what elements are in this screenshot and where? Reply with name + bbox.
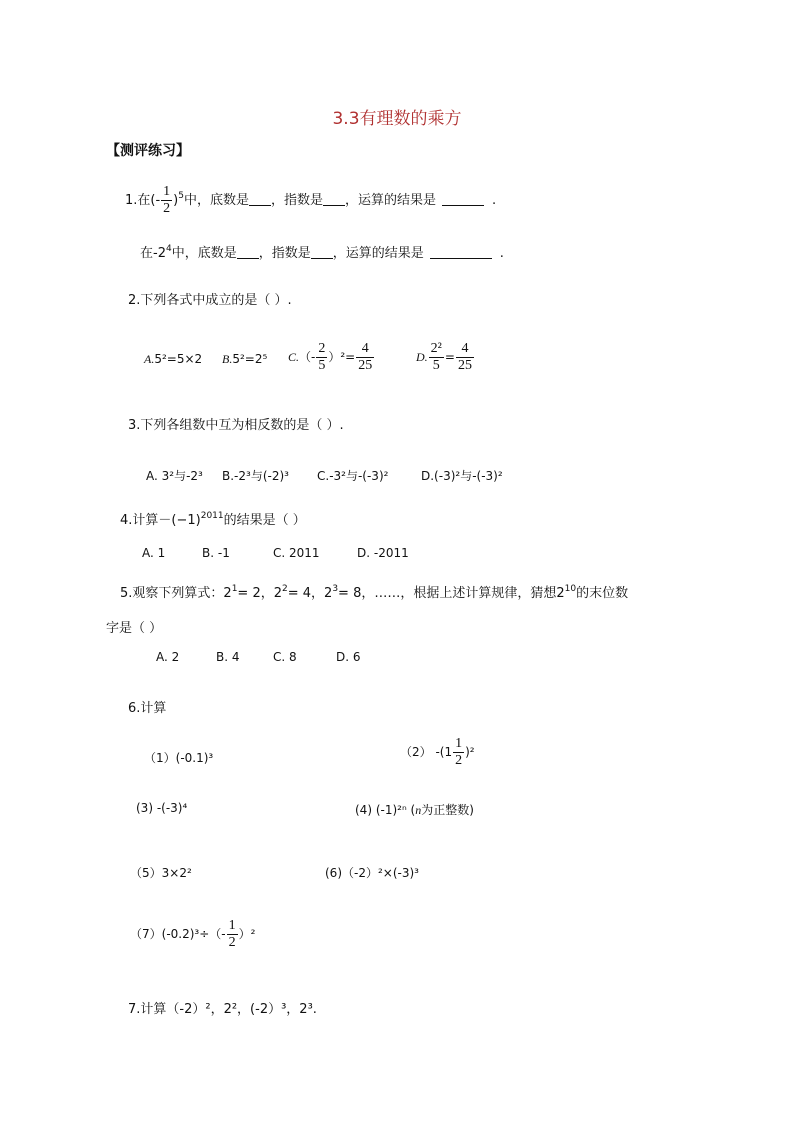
fraction-denominator: 2 <box>163 201 171 216</box>
fraction <box>429 341 444 374</box>
question-6-part-4 <box>355 801 474 818</box>
question-2-option-a <box>144 352 202 367</box>
text-fragment: ，运算的结果是 <box>332 246 424 261</box>
option-label: B. <box>222 352 233 366</box>
fraction-denominator: 5 <box>318 358 326 373</box>
fraction <box>456 341 474 374</box>
fraction-denominator: 2 <box>455 753 463 768</box>
question-3-option-d: D.(-3)²与-(-3)² <box>421 469 503 483</box>
text-fragment: （2） -(1 <box>400 745 453 759</box>
question-5-option: D. 6 <box>336 650 361 664</box>
question-2-stem: 2.下列各式中成立的是（ ）. <box>128 293 292 308</box>
text-fragment: (4) (-1)²ⁿ ( <box>355 803 416 817</box>
text-fragment: 中，底数是 <box>171 246 237 261</box>
fraction-numerator: 1 <box>228 918 236 933</box>
text-fragment: ）² <box>238 927 256 941</box>
text-fragment: (−1) <box>171 513 201 528</box>
text-fragment: = 4， <box>287 586 325 601</box>
option-label: D. <box>416 350 428 364</box>
question-5-option: C. 8 <box>273 650 297 664</box>
answer-blank <box>237 258 259 259</box>
question-6-stem: 6.计算 <box>128 701 167 716</box>
option-label: C. <box>288 350 300 364</box>
text-fragment: ) <box>173 193 179 208</box>
option-text: 5²=2⁵ <box>232 352 268 366</box>
section-heading: 【测评练习】 <box>106 143 190 159</box>
text-fragment: = <box>444 350 455 364</box>
fraction-denominator: 5 <box>432 358 440 373</box>
fraction-numerator: 2 <box>318 341 326 356</box>
option-label: A. <box>144 352 155 366</box>
text-fragment: 4.计算－ <box>120 513 172 528</box>
exponent: 4 <box>165 244 172 254</box>
text-fragment: 在(- <box>137 193 161 208</box>
question-7-stem: 7.计算（-2）²，2²，(-2）³，2³. <box>128 1002 317 1017</box>
question-3-option-c: C.-3²与-(-3)² <box>317 469 389 483</box>
question-4-option: C. 2011 <box>273 546 320 560</box>
text-fragment: （- <box>299 350 316 364</box>
question-2-option-b <box>222 352 267 367</box>
page-title: 3.3有理数的乘方 <box>332 109 462 129</box>
question-number: 1. <box>125 193 138 208</box>
question-3-stem: 3.下列各组数中互为相反数的是（ ）. <box>128 418 344 433</box>
exponent: 2011 <box>200 511 224 521</box>
text-fragment: 5.观察下列算式： <box>120 586 224 601</box>
question-4-option: D. -2011 <box>357 546 409 560</box>
question-5-option: A. 2 <box>156 650 180 664</box>
question-1-line-1 <box>125 184 496 217</box>
fraction <box>453 736 464 769</box>
fraction <box>161 184 172 217</box>
fraction-denominator: 2 <box>228 935 236 950</box>
question-4-stem <box>120 509 306 528</box>
question-6-part-5: （5）3×2² <box>130 866 192 880</box>
question-5-line-2: 字是（ ） <box>106 621 163 636</box>
text-fragment: ，指数是 <box>271 193 324 208</box>
fraction <box>227 918 238 951</box>
text-fragment: ）²= <box>328 350 356 364</box>
text-fragment: 2 <box>556 586 565 601</box>
text-fragment: 中，底数是 <box>183 193 249 208</box>
variable: n <box>415 803 422 817</box>
exponent: 3 <box>332 584 339 594</box>
question-4-option: B. -1 <box>202 546 230 560</box>
question-6-part-3: (3) -(-3)⁴ <box>136 801 188 815</box>
fraction <box>356 341 374 374</box>
text-fragment: = 8，……，根据上述计算规律，猜想 <box>338 586 557 601</box>
question-6-part-2 <box>400 736 475 769</box>
question-4-option: A. 1 <box>142 546 166 560</box>
text-fragment: 的结果是（ ） <box>223 513 306 528</box>
text-fragment: 在-2 <box>140 246 166 261</box>
answer-blank <box>442 205 484 206</box>
text-fragment: )² <box>465 745 475 759</box>
text-fragment: ，运算的结果是 <box>345 193 437 208</box>
fraction-denominator: 25 <box>358 358 373 373</box>
option-text: 5²=5×2 <box>154 352 203 366</box>
text-fragment: = 2， <box>237 586 274 601</box>
answer-blank <box>249 205 271 206</box>
exponent: 1 <box>231 584 238 594</box>
text-fragment: 2 <box>273 586 282 601</box>
text-fragment: 为正整数) <box>421 803 474 817</box>
answer-blank <box>323 205 345 206</box>
fraction <box>316 341 327 374</box>
question-2-option-d <box>416 341 475 374</box>
text-fragment: （7）(-0.2)³÷（- <box>130 927 226 941</box>
question-6-part-1: （1）(-0.1)³ <box>144 751 214 765</box>
question-3-option-a: A. 3²与-2³ <box>146 469 203 483</box>
question-1-line-2 <box>140 242 504 261</box>
exponent: 10 <box>564 584 577 594</box>
fraction-numerator: 1 <box>163 184 171 199</box>
text-fragment: 2 <box>324 586 333 601</box>
text-fragment: . <box>499 246 504 261</box>
fraction-denominator: 25 <box>457 358 472 373</box>
text-fragment: ，指数是 <box>258 246 311 261</box>
answer-blank <box>430 258 492 259</box>
question-6-part-6: (6)（-2）²×(-3)³ <box>325 866 419 880</box>
fraction-numerator: 1 <box>455 736 463 751</box>
answer-blank <box>311 258 333 259</box>
exponent: 5 <box>178 191 184 201</box>
fraction-numerator: 2² <box>430 341 442 356</box>
text-fragment: . <box>492 193 497 208</box>
fraction-numerator: 4 <box>456 341 474 358</box>
exponent: 2 <box>282 584 288 594</box>
text-fragment: 的末位数 <box>576 586 629 601</box>
text-fragment: 2 <box>223 586 232 601</box>
question-5-option: B. 4 <box>216 650 240 664</box>
question-2-option-c <box>288 341 375 374</box>
fraction-numerator: 4 <box>356 341 374 358</box>
question-5-line-1 <box>120 582 628 601</box>
question-6-part-7 <box>130 918 255 951</box>
question-3-option-b: B.-2³与(-2)³ <box>222 469 289 483</box>
